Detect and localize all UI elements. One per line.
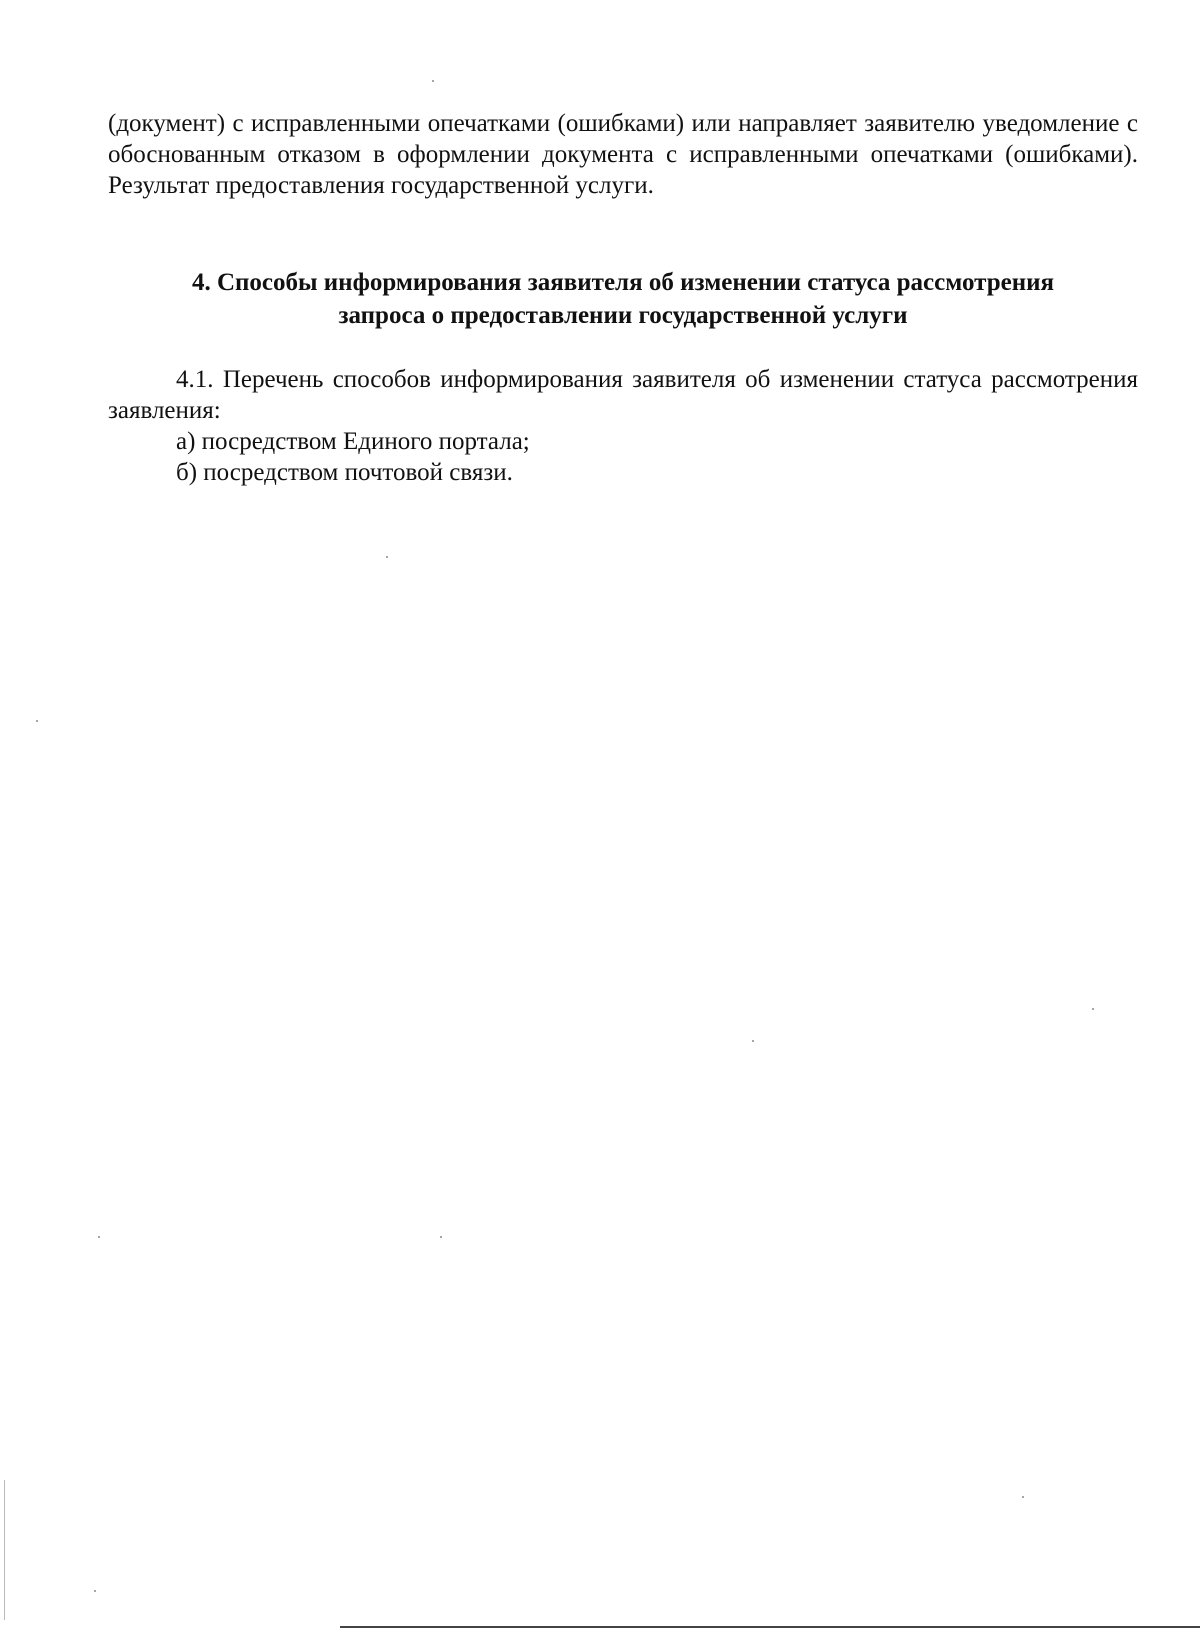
scan-speck <box>752 1040 754 1042</box>
scan-speck <box>440 1236 442 1238</box>
opening-paragraph: (документ) с исправленными опечатками (ошибками) или направляет заявителю уведомление с обоснованным отказом в оформлении документа с исправленными опечатками (ошибками). Результат предоставления государственной услуги. <box>108 110 1138 199</box>
scan-speck <box>36 720 38 722</box>
clause-4-1: 4.1. Перечень способов информирования заявителя об изменении статуса рассмотрения заявления: <box>108 366 1138 424</box>
section-heading-line-1: 4. Способы информирования заявителя об изменении статуса рассмотрения <box>191 269 1055 296</box>
section-heading-line-2: запроса о предоставлении государственной услуги <box>338 302 908 329</box>
section-body <box>108 364 1138 488</box>
scan-speck <box>386 556 388 558</box>
scan-speck <box>1022 1496 1024 1498</box>
scan-speck <box>432 80 434 82</box>
list-item-a: а) посредством Единого портала; <box>176 428 530 455</box>
scan-edge-line <box>4 1480 5 1620</box>
scan-speck <box>98 1236 100 1238</box>
list-item-b: б) посредством почтовой связи. <box>176 459 513 486</box>
scan-speck <box>94 1590 96 1592</box>
section-heading <box>108 266 1138 332</box>
opening-block <box>108 108 1138 201</box>
scan-bottom-line <box>340 1626 1200 1628</box>
scan-speck <box>1092 1008 1094 1010</box>
